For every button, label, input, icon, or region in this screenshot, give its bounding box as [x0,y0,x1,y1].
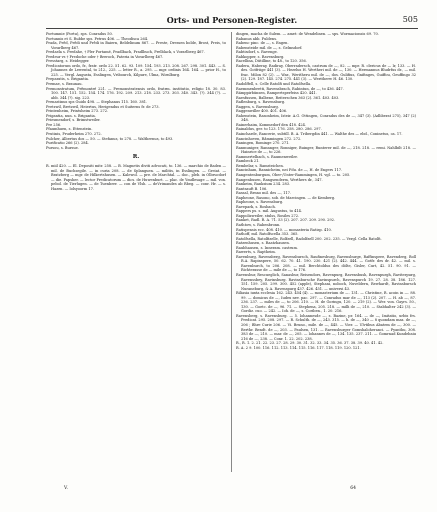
index-entry: dingen, macha de Sulem. — amet: de Wendelinen. — sps. Wormacionsis 69. 70. [236,32,379,36]
index-entry: Rambeck 21. [236,159,260,164]
signature-mark: V. [64,486,68,491]
index-entry: Rabenc pinc. de —, s. Engen. [236,41,289,46]
index-entry: Rankeim, Ranksium 234. 283. [236,182,291,187]
page-header [46,14,418,29]
column-divider [231,32,232,472]
index-entry: R. A. 2 9. 100. 116. 112. 113. 114. 115. 116. 117. 118. 119. 120. 121. [236,345,361,350]
running-title: Orts- und Personen-Register. [166,15,298,25]
index-entry: Predeur vs † Predoche oder † Breroch, Pateria in Vorarlberg 467. [46,54,164,59]
index-entry: Premonstratum, Prêmontré 221. — Premonstratensis ordo, fratrm. institutio, religio 18. 30. 83. 100. 147. 151. 152. 154. 174. 176. 192. 209. 213. 218. 233. 273. 303. 340. 343. (?). 344 (?). — abb. 344 (?). sig. 223. [46,86,226,100]
index-entry: Ratolfsella, Ratolfizelle, Rolfzell, Radolfzell 200. 202. 235. — Vergl. Cella Ratolfi. [236,236,382,241]
index-entry: Pulcher, Albertus dos — 50. — Stefanus, to 278. — Walthernus, to 493. [46,136,174,141]
index-entry: Radolffell, s. Celle Ratolfi und Ratolfsella. [236,82,312,87]
index-entry: Raincharde, Rancerie, subtill. B. A. Tribergdin 441. — Walthe des — ebd., Coninetus, ca. 17. [236,132,403,137]
index-entry: Rappers ps. s. mil. Augustus, to 414. [236,209,303,214]
index-entry: Predaela s. Predahe, † Pler Portamë, Pradlbach, Pradlbuch, Prelblack, s Vorarlberg 467. [46,50,205,55]
index-entry: Rabtisdorf, s. Ravenge. [236,50,278,55]
index-entry: R. miil 420. — El. Depositi mitr. 258. — B. Magnetis diviti advocati, to. 136. — marchio de Baden — mil. de Buchsegile. — in curia 208. — de Splanguen. — militis, in Esslingen. — Greiat. — Bratzberg — mgr. de Hilkertshusen. — Kalewol. — pre. de Marchtal. — doc., pleb. in Olbrucdorf — die. Papsher. — lector Predicatorum — dics. de Huwenburt. — plac. de Ymdlesage — mil. von. pebol. de Tierlugen. — de Tuenberr. — con de Vlsh. — deVrimandes ab Rbeg. — conr. Hr. — s. Hazen. — Iolsyoorm 17. [46,164,226,191]
index-entry: Pfaumhuen, s. Ettenstein. [46,127,93,132]
document-page [46,14,418,502]
index-entry: Raesfussen, Balbene, Reiterschen 363 (2). 361. 403. 403. [236,95,340,100]
index-entry: Raggenwiller 400. 401. 406. [236,109,288,114]
index-entry: Rabkopper, s. Ravensburg. [236,54,285,59]
index-entry: Raemmenbretti, Ravensbrach, Rabintun, de —, to 436. 447. [236,86,344,91]
index-entry: Raflenburg, s. Ravensburg. [236,100,286,105]
index-entry: Ravepark, s. Rosbach. [236,204,276,209]
index-entry: Ravensberg, s. Ravensburg. — 5. Iohannesde —, s. Bazine, pr. 164. — de —, Imitatio, urbis frs. Predicat. 295. 208. 297. — R. Schulth. de —, 243. 315. — h. de —, 340 — 8 quondam maz. de —, 206 ; Bhre Curie 206. — Vi. Bruno., mile. de —, 445. — Vier. — Ulvtibus Abatem de —, 300. — Berthr. Bendt. de —, 203. — Paulsen, 131. — Ravensburger Gomshaloheranci. — Pyanthu, 308. 383 de —, 210. — mar. de —, 205. — Iohannes de —, 134. 135. 237. 211. — Gomrnad Kundebaiu 216 de —, 238. — Conr. 1. 22. 202. 238. [236,313,416,341]
index-entry: Rammertelbach, s. Raumenweiler. [236,154,298,159]
index-entry: Rancinham, Rannicheim, nei Fdu. de —, H. de Engers 117. [236,168,343,173]
index-entry: Presstarg, s. Heidegger. [46,59,90,64]
index-entry: Purificatio 266 (2). 284. [46,141,89,146]
index-entry: Ratzenhusen, s. Raatzhausen. [236,241,290,246]
index-entry: Rapheone, Rasono, sob. de Marcingen. — de Kemberg. [236,195,336,200]
section-heading: R. [132,154,140,161]
index-entry: Racellina, Dütilline, to 48., to 120. 356. [236,59,307,64]
index-entry: Radera, Haberay, Radiray, Oberradersch, castrum de —, 82. — mpr. R. clericus de — Ir, 133. — H. des. Gotfriige 441 (3). — Hezelus H. Wertheri mil. de —, 130. — Hermannus Bludrfus dr., — mil. frac. Milon 82 (2). — War., Weritheru mil. de —, dos. Gulifius, Gnifinges, Guiffou, Geuffingo 32 (2). 129. 187. 145. 274. 275. 441 (3). — Weritherw H. 46. 130. [236,63,416,82]
index-entry: Pre 256. [46,122,62,127]
index-entry: Preparatis, s. Brigantia. [46,77,89,82]
index-entry: Ravensbur, Rescueglich, Sanasbur, Reisendors, Ravenpurg, Ravensbush, Ravenpurgh, Raviterpurg, Ravenssbey, Ravinsburg. Ravinsbursche Ravinspurch, Ravenspurch 19. 27. 28. 38. 186. 127. 151. 159. 205. 299. 300. 452 (apple), Stephani, noboch, Nuveldern, Rewhardt, Ravinsbursch Nuraneburg, & A. Ravenspurg 437. 426. 451. — universi 43. [236,272,416,291]
index-entry: Portunnis et S. Rubbe sps. Petrus 406. — Theodisca 264. [46,36,149,41]
index-entry: Ranmuniger, Rannnger, Ronniger, Buinger, Runterer mil. de —, 218. 218. — remi. Nahlbilt 218. — Hainrice de —, to 226. [236,145,416,155]
index-entry: Premae, s. Braunau. [46,82,83,87]
index-entry: Rapheone, s. Ravensburg. [236,200,284,205]
index-entry: Rappolizweiler, stulss, Rosiles 272. [236,213,300,218]
index-entry: Prenastinus sps Guido 498. — Stephanus 115. 160. 381. [46,100,148,105]
index-entry: Printenheim, Printsheim 273. 272. [46,109,109,114]
index-entry: Rathtow, s. Rabenbronn. [236,222,281,227]
index-entry: Rathoff, mil. Ratolfscella 353. 365. [236,232,299,237]
index-entry: Riliasia iuxta ecclesia 162. 243. 454 (4). — monasterium de —. 131. — Christine, R. acoin in —. 88. 99. — domicus de —, Iudex nev. pac. 297. — Conradus mar de —, 113 (2). 207. — H. ab —, 87. 236. 237. — miles de —, to 206. 210. — H. de Goringu, 120. — 219 (2). — Wer. von. Gayrs. 50., 130. — Goetc. de —, 96. 71. — Stephena, 205. 218. — milli de —, 210. — Stabhalter 242 (3). — Gordiz. cuo. — 242. — Ioh. de —, s. Coriben., 1. 20. 216. [236,291,416,314]
index-entry: Portumnie (Portu), sps. Conradus 50. [46,32,113,36]
index-entry: Ranket, Radl. R. A. 71. 53 (2). 207. 207. 209. 290. 292. [236,218,336,223]
right-column [236,32,416,472]
index-entry: Rainaldus, ger. to 123. 176. 258. 280. 286. 297. [236,127,322,132]
index-entry: Rangenbusen, Rangsenderm, Werthers dr., 347. [236,177,323,182]
index-entry: Raggen, s. Ravensburg. [236,104,279,109]
page-number: 505 [402,15,418,24]
left-column [46,32,226,472]
index-entry: Rangentenburgum, Ober-/Unter-Rammingen, H. vgl. — to. 205. [236,172,351,177]
index-entry: Raubhausen, s. Inneram. castrum. [236,245,298,250]
index-entry: Rassal, Brnno mil. des —, 117. [236,191,292,196]
sheet-number: 64 [350,486,356,491]
index-entry: Pursou, s. Bursue. [46,145,79,150]
index-entry: Rawerts, s. Raptheim. [236,250,276,255]
index-entry: Rainerhaim, Kommedorf den 418. 424. [236,122,306,127]
page-footer [46,486,418,498]
index-entry: Prada, Prêd, Prêdi und Prêdi in Baiern, Beldelinum 867. — Preste, Dressen bolde, Brost, Preis, to Vorarlberg 467. [46,41,226,50]
index-entry: Prutinis, Pruderheim 270. 272. [46,132,102,137]
index-entry: Priesmendorf, s. Brimstweiler. [46,118,101,123]
index-entry: Ravenburg, Ravensberg, Ravensbursch, Raufinesburg, Ravensburge, Raffinspere, Ravenderg, Boll R.A. Rapinspere, 50. 62. 70. 41. 190. 230. 421 (2). 442. 444. — Gotfr. des dr. 42. — mil. s. Ravenburch, to 206. 208. — mil. Berchtoldus des dölte, Gisler, Curt, 42. 51. 90. 91. — Richterasse de — mile de —, to 176. [236,254,416,273]
index-entry: Rantsauft B. 106. [236,186,268,191]
index-entry: Ratispensis ecc. 408. 410. — monasteria Ratisp. 410. [236,227,332,232]
index-entry: Rancinhoven, Râmmingen 272. 272. [236,136,302,141]
index-entry: R., R. 1. 2. 21. 22. 23. 27. 28. 29. 30. 31. 32. 33. 34. 35. 36. 37. 38. 39. 40. 41. 42. [236,341,384,346]
index-entry: Raningen, Rominge 270. 271. [236,141,290,146]
index-entry: Prigantia, nun. s. Brigantia. [46,113,96,118]
index-entry: Rahenstein, Rasonheim, Isteir. A.G. Ottingen, Conradus des de —, 347 (3). (Adliberat 275), 347 (2) 348. [236,113,416,123]
index-entry: Rembelar, s. Ramsteichen. [236,163,284,168]
index-entry: Pretzwil, Bretzwil, Heiertus, Herigendus et Suiterns fr. de 273. [46,104,160,109]
index-columns [46,32,418,472]
index-entry: Rämppirbünsen, Rampertsperfeiss 420. 441. [236,91,317,96]
index-entry: Rabanus abb. Fuldens. [236,36,278,41]
index-entry: Predicatorum ordo, fr., fratr. ordo 22. 51. 62. 93. 109. 154. 193. 213. 208. 267. 298. 301. 443. — S. Johannes de Lewental, to 212., 225. — letter R., a. 295. — mgr. ordinis 164. 164. — prior H., to 225. — Vergl. Augusta, Esslingen, Vribourch, Kilpure, Ulma, Wirnlburg. [46,63,226,77]
index-entry: Rabensteide mil. de —, s. Gelmsdorf. [236,45,303,50]
